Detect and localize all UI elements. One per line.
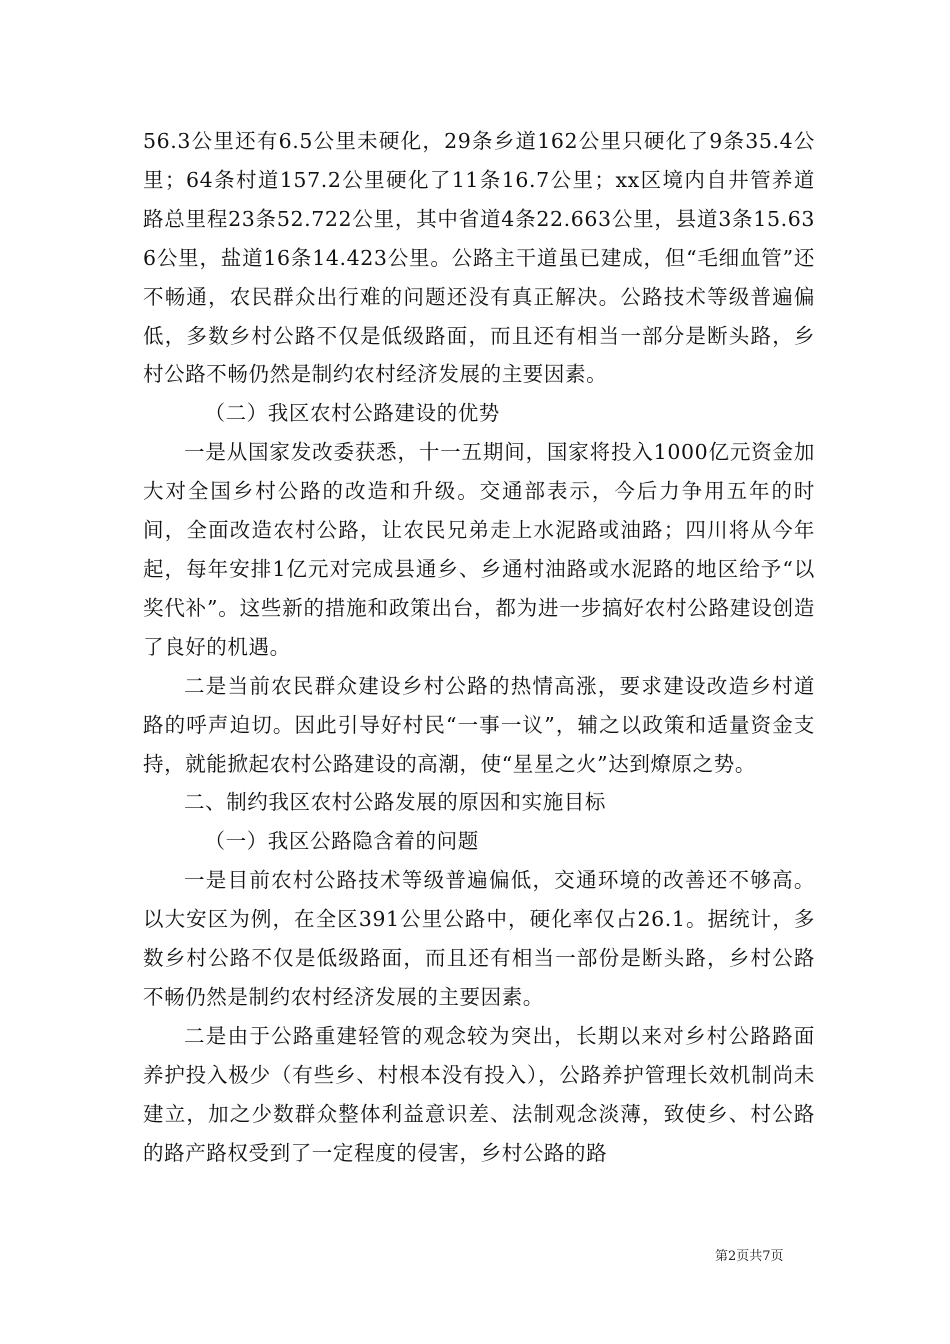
paragraph-continued: 56.3公里还有6.5公里未硬化，29条乡道162公里只硬化了9条35.4公里；64条村道157.2公里硬化了11条16.7公里；xx区境内自井管养道路总里程23条52.722公里，其中省道4条22.663公里，县道3条15.636公里，盐道16条14.423公里。公路主干道虽已建成，但“毛细血管”还不畅通，农民群众出行难的问题还没有真正解决。公路技术等级普遍偏低，多数乡村公路不仅是低级路面，而且还有相当一部分是断头路，乡村公路不畅仍然是制约农村经济发展的主要因素。 [143,129,815,387]
paragraph-advantage-two: 二是当前农民群众建设乡村公路的热情高涨，要求建设改造乡村道路的呼声迫切。因此引导好村民“一事一议”，辅之以政策和适量资金支持，就能掀起农村公路建设的高潮，使“星星之火”达到燎原之势。 [143,673,815,776]
section-heading-problems: （一）我区公路隐含着的问题 [204,829,479,854]
document-body [143,122,815,1172]
page-number: 第2页共7页 [715,1249,784,1264]
paragraph-problem-two: 二是由于公路重建轻管的观念较为突出，长期以来对乡村公路路面养护投入极少（有些乡、村根本没有投入），公路养护管理长效机制尚未建立，加之少数群众整体利益意识差、法制观念淡薄，致使乡、村公路的路产路权受到了一定程度的侵害，乡村公路的路 [143,1023,815,1165]
paragraph-problem-one: 一是目前农村公路技术等级普遍偏低，交通环境的改善还不够高。以大安区为例，在全区391公里公路中，硬化率仅占26.1。据统计，多数乡村公路不仅是低级路面，而且还有相当一部份是断头路，乡村公路不畅仍然是制约农村经济发展的主要因素。 [143,868,815,1009]
section-heading-constraints: 二、制约我区农村公路发展的原因和实施目标 [184,790,606,815]
paragraph-advantage-one: 一是从国家发改委获悉，十一五期间，国家将投入1000亿元资金加大对全国乡村公路的改造和升级。交通部表示，今后力争用五年的时间，全面改造农村公路，让农民兄弟走上水泥路或油路；四川将从今年起，每年安排1亿元对完成县通乡、乡通村油路或水泥路的地区给予“以奖代补”。这些新的措施和政策出台，都为进一步搞好农村公路建设创造了良好的机遇。 [143,440,815,659]
section-heading-advantages: （二）我区农村公路建设的优势 [204,401,500,426]
